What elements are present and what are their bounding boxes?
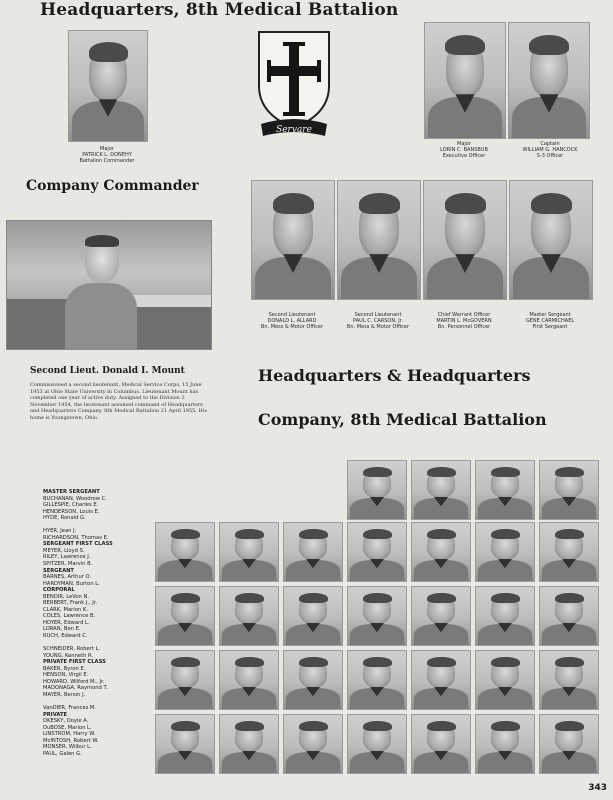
- caption-name: PATRICK L. DONEHY: [82, 152, 132, 158]
- roster-rank-heading: PRIVATE FIRST CLASS: [43, 659, 106, 666]
- member-photo: [283, 586, 343, 646]
- caption-role: Bn. Mess & Motor Officer: [260, 324, 324, 330]
- roster-name: HOWARD, Wilford M., Jr.: [43, 678, 105, 685]
- company-title-line2: Company, 8th Medical Battalion: [258, 410, 547, 429]
- member-photo: [411, 460, 471, 520]
- member-photo: [539, 650, 599, 710]
- officer-caption: [333, 312, 423, 330]
- roster-name: MEYER, Lloyd S.: [43, 547, 85, 554]
- battalion-commander-photo: [68, 30, 148, 142]
- roster-rank-heading: CORPORAL: [43, 587, 75, 594]
- caption-role: S-3 Officer: [536, 153, 564, 159]
- caption-name: MARTIN L. McGOVERN: [436, 318, 492, 324]
- roster-name: PAUL, Galen G.: [43, 750, 82, 757]
- member-photo: [283, 714, 343, 774]
- roster-name: CLARK, Marion K.: [43, 606, 88, 613]
- member-photo: [347, 460, 407, 520]
- officer-caption: [247, 312, 337, 330]
- company-commander-bio: Commissioned a second lieutenant, Medical Service Corps, 15 June 1953 at Ohio State University in Columbus. Lieutenant Mount has completed one year of active duty. Assigned to the Division 2 November 1954, the lieutenant assumed command of Headquarters and Headquarters Company, 8th Medical Battalion 21 April 1955. His home is Youngstown, Ohio.: [30, 382, 208, 421]
- executive-officer-photo: [424, 22, 506, 139]
- caption-name: LORIN C. BANSBUB: [440, 147, 488, 153]
- roster-name: RILEY, Lawrence J.: [43, 554, 91, 561]
- roster-name: RUCH, Edward C.: [43, 633, 88, 640]
- roster-name: RICHARDSON, Thomas E.: [43, 534, 109, 541]
- roster-name: HYDE, Ronald G.: [43, 515, 86, 522]
- roster-name: BERBERT, Frank J., Jr.: [43, 600, 98, 607]
- roster-name: OKESKY, Doyle A.: [43, 718, 89, 725]
- roster-name: YOUNG, Kenneth R.: [43, 652, 94, 659]
- member-photo: [411, 522, 471, 582]
- roster-name: BENOIR, LeVon N.: [43, 593, 90, 600]
- roster-name: HENDERSON, Louis E.: [43, 508, 100, 515]
- company-commander-heading: Company Commander: [26, 178, 199, 194]
- member-photo: [475, 586, 535, 646]
- caption-name: GENE CARMICHAEL: [525, 318, 575, 324]
- battalion-commander-caption: [52, 146, 162, 164]
- page-number: 343: [588, 783, 607, 793]
- crest-motto: Servare: [276, 125, 312, 135]
- roster-name: BARNES, Arthur O.: [43, 574, 92, 581]
- roster-name: HOYER, Edward L.: [43, 619, 90, 626]
- roster-name: COLES, Lawrence B.: [43, 613, 96, 620]
- member-photo: [219, 586, 279, 646]
- company-commander-name: Second Lieut. Donald I. Mount: [30, 366, 185, 376]
- member-photo: [219, 714, 279, 774]
- member-photo: [411, 650, 471, 710]
- member-photo: [475, 650, 535, 710]
- member-photo: [411, 714, 471, 774]
- roster-rank-heading: PRIVATE: [43, 711, 68, 718]
- member-photo: [539, 522, 599, 582]
- page-title: Headquarters, 8th Medical Battalion: [40, 0, 399, 20]
- roster-name: BUCHANAN, Woodrow C.: [43, 495, 107, 502]
- caption-rank: Major: [457, 141, 471, 147]
- roster-name: BAKER, Byron E.: [43, 665, 86, 672]
- roster-rank-heading: SERGEANT: [43, 567, 74, 574]
- officer-photo: [251, 180, 335, 300]
- roster-name: LINSTROM, Harry W.: [43, 731, 96, 738]
- caption-rank: Second Lieutenant: [268, 312, 316, 318]
- member-photo: [347, 714, 407, 774]
- member-photo: [219, 522, 279, 582]
- s3-officer-photo: [508, 22, 590, 139]
- company-title-line1: Headquarters & Headquarters: [258, 366, 531, 385]
- caption-name: DONALD L. ALLARD: [267, 318, 317, 324]
- member-photo: [347, 586, 407, 646]
- officer-photo: [509, 180, 593, 300]
- member-photo: [347, 522, 407, 582]
- roster-name: MAYER, Benon J.: [43, 691, 86, 698]
- member-photo: [475, 460, 535, 520]
- member-photo: [155, 586, 215, 646]
- roster-rank-heading: MASTER SERGEANT: [43, 489, 100, 495]
- member-photo: [155, 714, 215, 774]
- caption-name: WILLIAM G. HANCOCK: [522, 147, 578, 153]
- roster-name: SPITZER, Marvin B.: [43, 561, 93, 568]
- member-photo: [219, 650, 279, 710]
- caption-role: First Sergeant: [532, 324, 568, 330]
- member-photo: [283, 522, 343, 582]
- company-commander-photo: [6, 220, 212, 350]
- roster-name: HYER, Jean J.: [43, 528, 77, 535]
- member-photo: [475, 522, 535, 582]
- member-photo: [283, 650, 343, 710]
- caption-role: Executive Officer: [442, 153, 486, 159]
- officer-photo: [337, 180, 421, 300]
- roster-name: GILLESPIE, Charles E.: [43, 502, 99, 509]
- caption-rank: Second Lieutenant: [354, 312, 402, 318]
- caption-rank: Chief Warrant Officer: [437, 312, 491, 318]
- roster-name: MADONAGA, Raymond T.: [43, 685, 108, 692]
- member-photo: [347, 650, 407, 710]
- roster-name: HARDYMAN, Burton L.: [43, 580, 100, 587]
- member-photo: [539, 460, 599, 520]
- caption-role: Bn. Mess & Motor Officer: [346, 324, 410, 330]
- roster-name: McINTOSH, Robert W.: [43, 737, 99, 744]
- caption-role: Battalion Commander: [79, 158, 135, 164]
- caption-rank: Master Sergeant: [529, 312, 571, 318]
- roster-name: VanDIER, Frances M.: [43, 705, 97, 712]
- caption-rank: Major: [100, 146, 114, 152]
- roster-name: DuBOSE, Marion L.: [43, 724, 92, 731]
- officer-caption: [505, 312, 595, 330]
- roster-rank-heading: SERGEANT FIRST CLASS: [43, 541, 113, 548]
- officer-caption: [419, 312, 509, 330]
- roster-name: SCHNEIDER, Robert L.: [43, 646, 101, 653]
- officer-photo: [423, 180, 507, 300]
- member-photo: [411, 586, 471, 646]
- member-photo: [155, 522, 215, 582]
- caption-role: Bn. Personnel Officer: [437, 324, 491, 330]
- s3-officer-caption: [500, 141, 600, 159]
- roster-name: MONSER, Wilbur L.: [43, 744, 92, 751]
- battalion-crest-icon: [255, 28, 333, 140]
- caption-rank: Captain: [540, 141, 560, 147]
- member-photo: [475, 714, 535, 774]
- roster-name: HENSON, Virgil E.: [43, 672, 89, 679]
- roster-name: LORAN, Ben E.: [43, 626, 81, 633]
- executive-officer-caption: [414, 141, 514, 159]
- roster-list: [43, 489, 153, 757]
- member-photo: [539, 714, 599, 774]
- caption-name: PAUL C. CARSON, Jr.: [353, 318, 403, 324]
- member-photo: [539, 586, 599, 646]
- member-photo: [155, 650, 215, 710]
